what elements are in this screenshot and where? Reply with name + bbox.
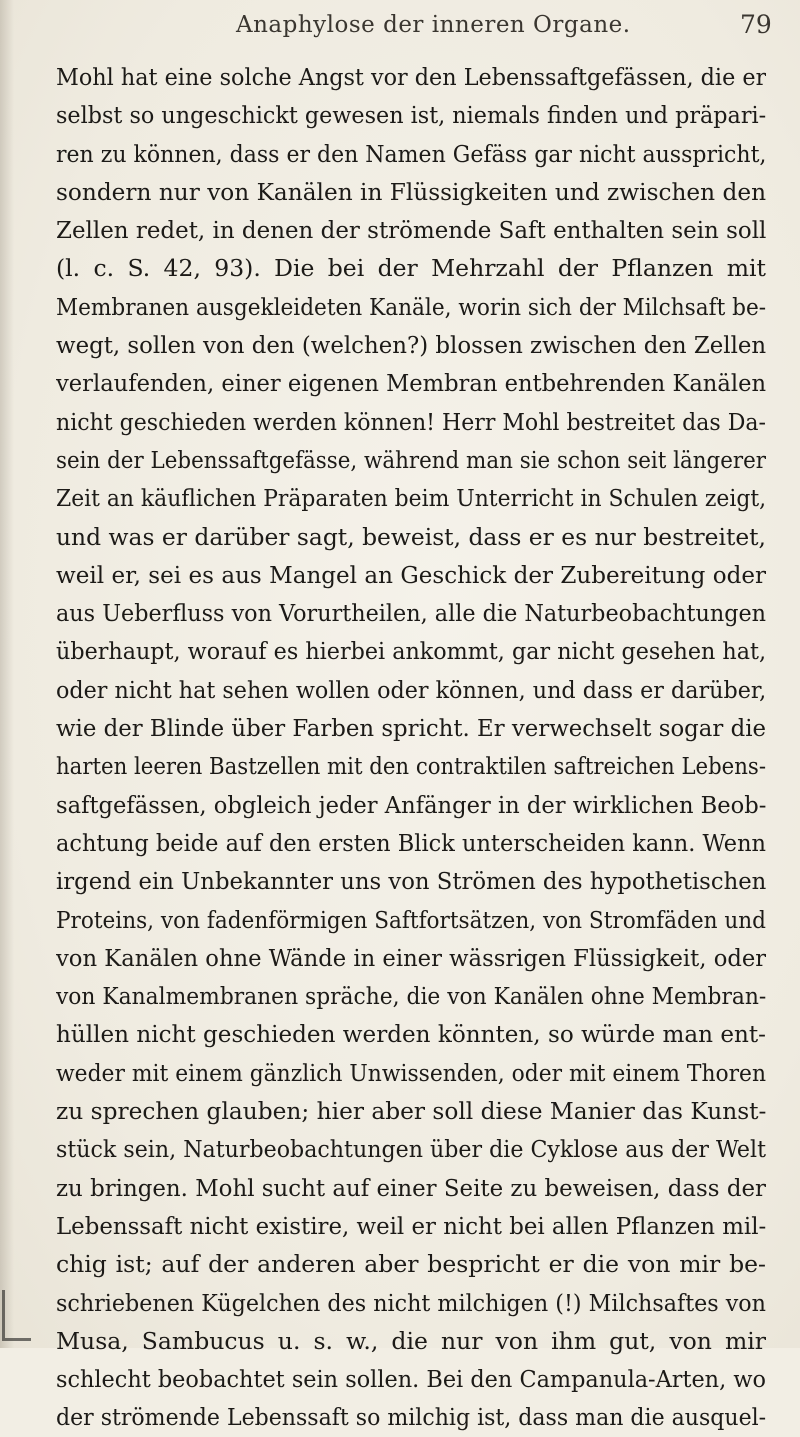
text-line: von Kanalmembranen spräche, die von Kanälen ohne Membran- (56, 982, 767, 1011)
running-head: Anaphylose der inneren Organe. (236, 12, 631, 38)
text-line: chig ist; auf der anderen aber bespricht er die von mir be- (56, 1250, 766, 1279)
text-line: nicht geschieden werden können! Herr Mohl bestreitet das Da- (56, 407, 766, 436)
text-line: und was er darüber sagt, beweist, dass er es nur bestreitet, (56, 522, 767, 551)
text-line: zu sprechen glauben; hier aber soll diese Manier das Kunst- (56, 1097, 766, 1126)
page-corner-mark (2, 1290, 31, 1341)
text-line: oder nicht hat sehen wollen oder können, und dass er darüber, (56, 675, 767, 704)
body-text (56, 58, 766, 1437)
text-line: irgend ein Unbekannter uns von Strömen des hypothetischen (56, 867, 766, 896)
text-line: schriebenen Kügelchen des nicht milchigen (!) Milchsaftes von (56, 1288, 766, 1317)
text-line: schlecht beobachtet sein sollen. Bei den Campanula-Arten, wo (56, 1365, 766, 1394)
text-line: stück sein, Naturbeobachtungen über die Cyklose aus der Welt (56, 1135, 766, 1164)
text-line: zu bringen. Mohl sucht auf einer Seite zu beweisen, dass der (56, 1173, 766, 1202)
text-line: hüllen nicht geschieden werden könnten, so würde man ent- (56, 1020, 766, 1049)
text-line: harten leeren Bastzellen mit den contraktilen saftreichen Lebens- (56, 752, 766, 781)
text-line: Musa, Sambucus u. s. w., die nur von ihm gut, von mir (56, 1326, 766, 1355)
text-line: der strömende Lebenssaft so milchig ist, dass man die ausquel- (56, 1403, 766, 1432)
text-line: achtung beide auf den ersten Blick unterscheiden kann. Wenn (56, 828, 767, 857)
text-line: weil er, sei es aus Mangel an Geschick der Zubereitung oder (56, 560, 767, 589)
text-line: wie der Blinde über Farben spricht. Er verwechselt sogar die (56, 714, 767, 743)
text-line: sein der Lebenssaftgefässe, während man sie schon seit längerer (56, 445, 767, 474)
text-line: aus Ueberfluss von Vorurtheilen, alle die Naturbeobachtungen (56, 599, 767, 628)
text-line: weder mit einem gänzlich Unwissenden, oder mit einem Thoren (56, 1058, 766, 1087)
text-line: Membranen ausgekleideten Kanäle, worin sich der Milchsaft be- (56, 292, 767, 321)
text-line: Zellen redet, in denen der strömende Saft enthalten sein soll (56, 216, 766, 245)
text-line: (l. c. S. 42, 93). Die bei der Mehrzahl der Pflanzen mit (56, 254, 766, 283)
text-line: verlaufenden, einer eigenen Membran entbehrenden Kanälen (56, 369, 767, 398)
text-line: Mohl hat eine solche Angst vor den Lebenssaftgefässen, die er (56, 63, 767, 91)
binding-gutter-shadow (0, 0, 14, 1348)
text-line: selbst so ungeschickt gewesen ist, niemals finden und präpari- (56, 101, 766, 130)
text-line: von Kanälen ohne Wände in einer wässrigen Flüssigkeit, oder (56, 943, 767, 972)
text-line: ren zu können, dass er den Namen Gefäss gar nicht ausspricht, (56, 139, 767, 168)
text-line: Zeit an käuflichen Präparaten beim Unterricht in Schulen zeigt, (56, 484, 766, 513)
text-line: sondern nur von Kanälen in Flüssigkeiten und zwischen den (56, 177, 767, 206)
text-line: überhaupt, worauf es hierbei ankommt, gar nicht gesehen hat, (56, 637, 767, 666)
page-header (0, 8, 800, 48)
page-number: 79 (740, 10, 772, 39)
text-line: saftgefässen, obgleich jeder Anfänger in der wirklichen Beob- (56, 790, 767, 819)
text-line: Lebenssaft nicht existire, weil er nicht bei allen Pflanzen mil- (56, 1211, 766, 1240)
text-line: wegt, sollen von den (welchen?) blossen zwischen den Zellen (56, 331, 766, 360)
text-line: Proteins, von fadenförmigen Saftfortsätzen, von Stromfäden und (56, 905, 767, 934)
